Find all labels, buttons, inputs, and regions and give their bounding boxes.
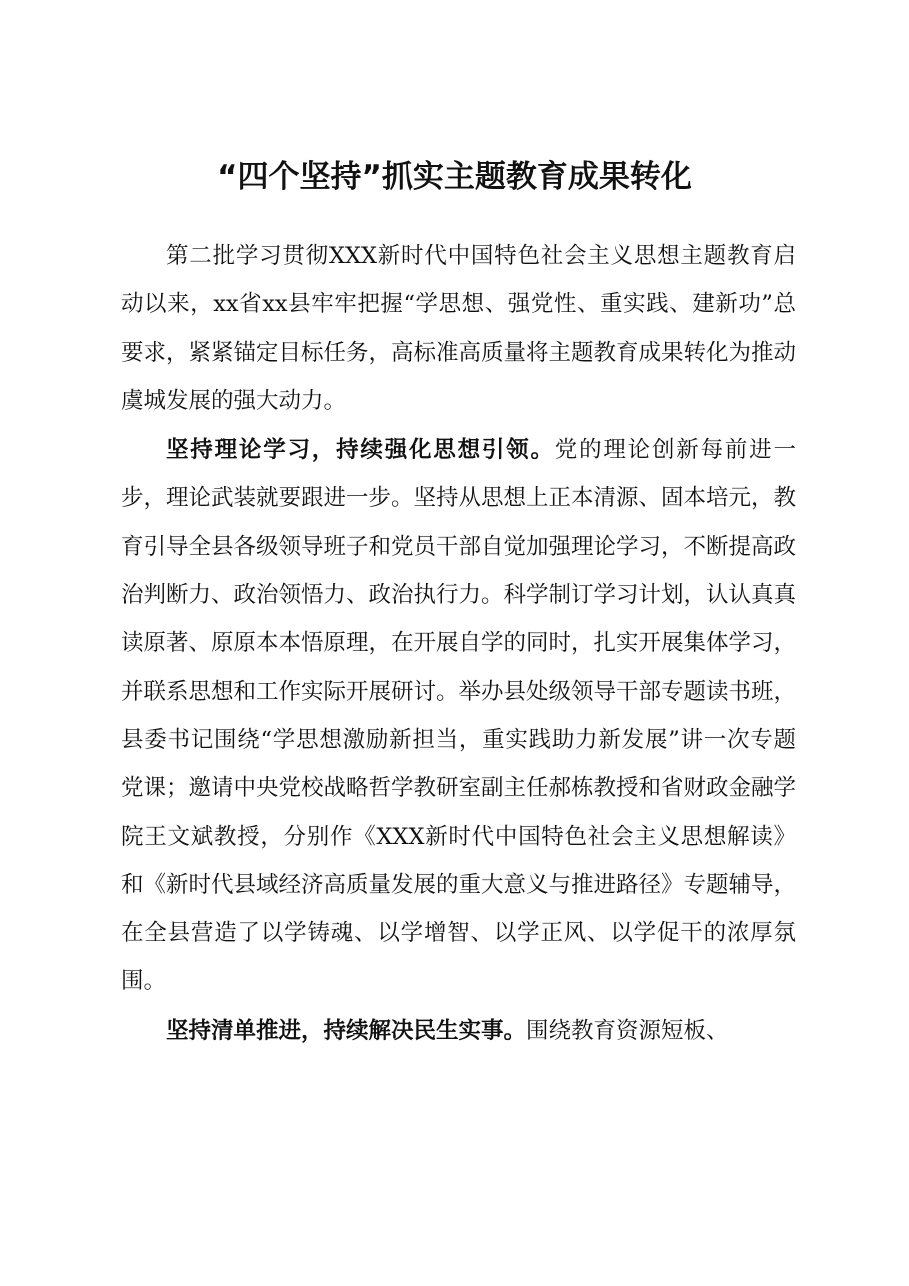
paragraph-checklist — [121, 1007, 796, 1055]
paragraph-text: 第二批学习贯彻XXX新时代中国特色社会主义思想主题教育启动以来，xx省xx县牢牢把握“学思想、强党性、重实践、建新功”总要求，紧紧锚定目标任务，高标准高质量将主题教育成果转化为推动虞城发展的强大动力。 — [121, 243, 797, 414]
paragraph-theory-study — [121, 426, 796, 1006]
paragraph-intro — [121, 232, 796, 425]
paragraph-text: 党的理论创新每前进一步，理论武装就要跟进一步。坚持从思想上正本清源、固本培元，教育引导全县各级领导班子和党员干部自觉加强理论学习，不断提高政治判断力、政治领悟力、政治执行力。科学制订学习计划，认认真真读原著、原原本本悟原理，在开展自学的同时，扎实开展集体学习，并联系思想和工作实际开展研讨。举办县处级领导干部专题读书班，县委书记围绕“学思想激励新担当，重实践助力新发展”讲一次专题党课；邀请中央党校战略哲学教研室副主任郝栋教授和省财政金融学院王文斌教授，分别作《XXX新时代中国特色社会主义思想解读》和《新时代县域经济高质量发展的重大意义与推进路径》专题辅导，在全县营造了以学铸魂、以学增智、以学正风、以学促干的浓厚氛围。 — [121, 437, 797, 995]
paragraph-text: 围绕教育资源短板、 — [526, 1017, 729, 1044]
paragraph-lead-heading: 坚持清单推进，持续解决民生实事。 — [166, 1017, 527, 1044]
paragraph-lead-heading: 坚持理论学习，持续强化思想引领。 — [166, 437, 555, 464]
document-title: “四个坚持”抓实主题教育成果转化 — [217, 159, 692, 195]
document-body — [121, 232, 796, 1055]
